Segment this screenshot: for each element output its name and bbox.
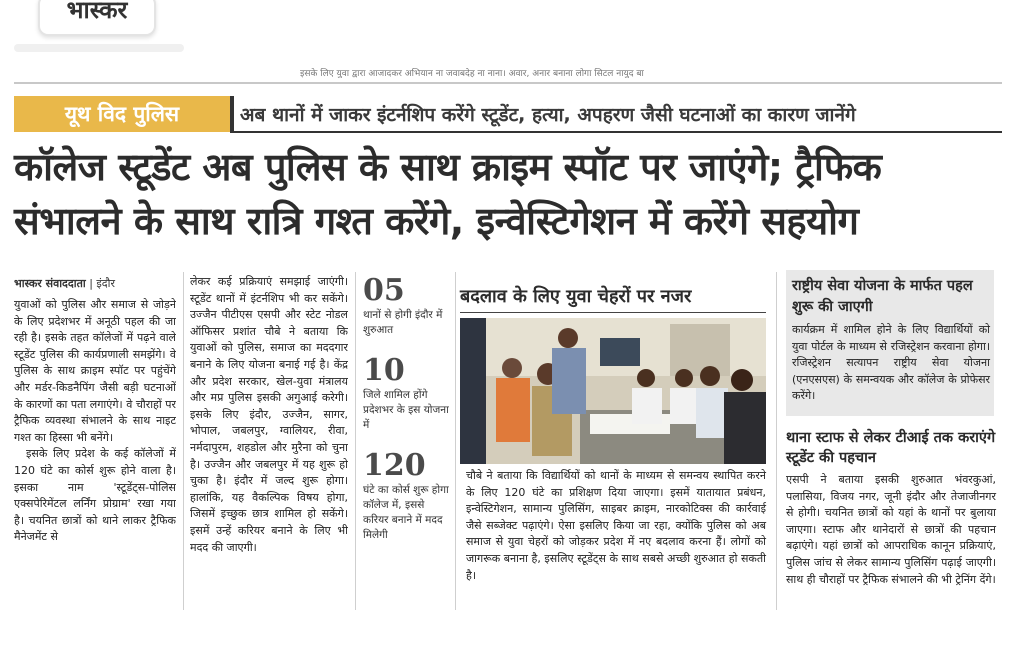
column-divider: [776, 272, 777, 610]
subsection-body: एसपी ने बताया इसकी शुरुआत भंवरकुआं, पलासिया, विजय नगर, जूनी इंदौर और तेजाजीनगर से होगी। चयनित छात्रों को यहां के थानों पर बुलाया जाएगा। स्टाफ और थानेदारों से छात्रों की पहचान बढ़ाएंगे। यहां छात्रों को आपराधिक कानून प्रक्रियाएं, पुलिस जांच से लेकर सामान्य पुलिसिंग पढ़ाई जाएगी। साथ ही चौराहों पर ट्रैफिक संभालने की भी ट्रेनिंग देंगे।: [786, 473, 996, 586]
photo-section-title: बदलाव के लिए युवा चेहरों पर नजर: [460, 286, 692, 307]
stat-number: 05: [363, 273, 405, 308]
article-column-2: [190, 274, 348, 609]
byline: [14, 276, 115, 291]
stat-number: 10: [363, 353, 405, 388]
stat-number: 120: [363, 448, 426, 483]
article-column-1: [14, 297, 176, 607]
stat-text: थानों से होगी इंदौर में शुरुआत: [363, 309, 443, 336]
byline-reporter: भास्कर संवाददाता: [14, 277, 86, 290]
masthead-shadow: [14, 44, 184, 52]
tag-divider: [230, 96, 234, 132]
headline-line-2: संभालने के साथ रात्रि गश्त करेंगे, इन्वेस्टिगेशन में करेंगे सहयोग: [14, 199, 859, 243]
stat-text: जिले शामिल होंगे प्रदेशभर के इस योजना में: [363, 389, 449, 431]
photo-title-rule: [460, 312, 766, 313]
section-tag-box: [14, 96, 230, 132]
info-box-body: कार्यक्रम में शामिल होने के लिए विद्यार्थियों को युवा पोर्टल के माध्यम से रजिस्ट्रेशन करवाना होगा। रजिस्ट्रेशन सत्यापन राष्ट्रीय सेवा योजना (एनएसएस) के समन्वयक और कॉलेज के प्रोफेसर करेंगे।: [792, 323, 990, 403]
news-photo: [460, 318, 766, 464]
stat-item: [363, 354, 449, 433]
section-tag: यूथ विद पुलिस: [64, 102, 180, 126]
headline-line-1: कॉलेज स्टूडेंट अब पुलिस के साथ क्राइम स्पॉट पर जाएंगे; ट्रैफिक: [14, 145, 882, 189]
stat-item: [363, 274, 449, 338]
byline-city: इंदौर: [96, 277, 115, 290]
top-divider: [14, 82, 1002, 84]
column1-paragraph-1: युवाओं को पुलिस और समाज से जोड़ने के लिए प्रदेशभर में अनूठी पहल की जा रही है। इसके तहत कॉलेजों में पढ़ने वाले स्टूडेंट पुलिस की कार्यप्रणाली समझेंगे। वे पुलिस के साथ क्राइम स्पॉट पर पहुंचेंगे और मर्डर-किडनैपिंग जैसी बड़ी घटनाओं के कारणों का पता लगाएंगे। वे चौराहों पर ट्रैफिक व्यवस्था संभालने के साथ नाइट गश्त का हिस्सा भी बनेंगे।: [14, 298, 176, 444]
column2-paragraph-1: लेकर कई प्रक्रियाएं समझाई जाएंगी। स्टूडेंट थानों में इंटर्नशिप भी कर सकेंगे। उज्जैन पीटीएस एसपी और स्टेट नोडल ऑफिसर प्रशांत चौबे ने बताया कि युवाओं को पुलिस, समाज का मददगार बनाने के लिए योजना बनाई गई है। केंद्र और प्रदेश सरकार, खेल-युवा मंत्रालय और मप्र पुलिस इसकी अगुआई करेगी। इसके लिए इंदौर, उज्जैन, सागर, भोपाल, जबलपुर, ग्वालियर, रीवा, नर्मदापुरम, शहडोल और मुरैना को चुना है। उज्जैन और जबलपुर में यह शुरू हो चुका है। इंदौर में जल्द शुरू होगा। हालांकि, यह वैकल्पिक विषय होगा, जिसमें इच्छुक छात्र शामिल हो सकेंगे। इसमें उन्हें करियर बनाने के लिए भी मदद की जाएगी।: [190, 275, 348, 554]
photo-illustration: [460, 318, 766, 464]
column-divider: [355, 272, 356, 610]
info-box-title: राष्ट्रीय सेवा योजना के मार्फत पहल शुरू की जाएगी: [792, 278, 973, 315]
top-strip-text: इसके लिए युवा द्वारा आजादकर अभियान ना जवाबदेह ना नाना। अवार, अनार बनाना लोगा सिटल नायुद बा: [300, 69, 644, 78]
byline-separator: |: [89, 277, 97, 290]
stats-column: [363, 274, 449, 559]
main-headline: [14, 140, 1004, 248]
stat-item: [363, 449, 449, 543]
column1-paragraph-2: इसके लिए प्रदेश के कई कॉलेजों में 120 घंटे का कोर्स शुरू होने वाला है। इसका नाम 'स्टूडेंट्स-पोलिस एक्सपेरिमेंटल लर्निंग प्रोग्राम' रखा गया है। चयनित छात्रों को थाने लाकर ट्रैफिक मैनेजमेंट से: [14, 447, 176, 544]
subsection-title: थाना स्टाफ से लेकर टीआई तक कराएंगे स्टूडेंट की पहचान: [786, 430, 996, 466]
kicker-headline: अब थानों में जाकर इंटर्नशिप करेंगे स्टूडेंट, हत्या, अपहरण जैसी घटनाओं का कारण जानेंगे: [240, 104, 856, 126]
kicker-underline: [230, 131, 1002, 133]
newspaper-logo: भास्कर: [38, 0, 156, 36]
column-divider: [183, 272, 184, 610]
column-divider: [455, 272, 456, 610]
stat-text: घंटे का कोर्स शुरू होगा कॉलेज में, इससे करियर बनाने में मदद मिलेगी: [363, 484, 449, 541]
photo-caption: चौबे ने बताया कि विद्यार्थियों को थानों के माध्यम से समन्वय स्थापित करने के लिए 120 घंटे का प्रशिक्षण दिया जाएगा। इसमें यातायात प्रबंधन, इन्वेस्टिगेशन, सामान्य पुलिसिंग, साइबर क्राइम, नारकोटिक्स की कार्रवाई जैसे सब्जेक्ट पढ़ाएंगे। ऐसा इसलिए किया जा रहा, क्योंकि पुलिस को अब समाज से युवा चेहरों को जोड़कर प्रदेश में नए बदलाव करना हैं। लोगों को जागरूक बनाना है, इसलिए स्टूडेंट्स के साथ सबसे अच्छी शुरुआत हो सकती है।: [466, 469, 766, 582]
